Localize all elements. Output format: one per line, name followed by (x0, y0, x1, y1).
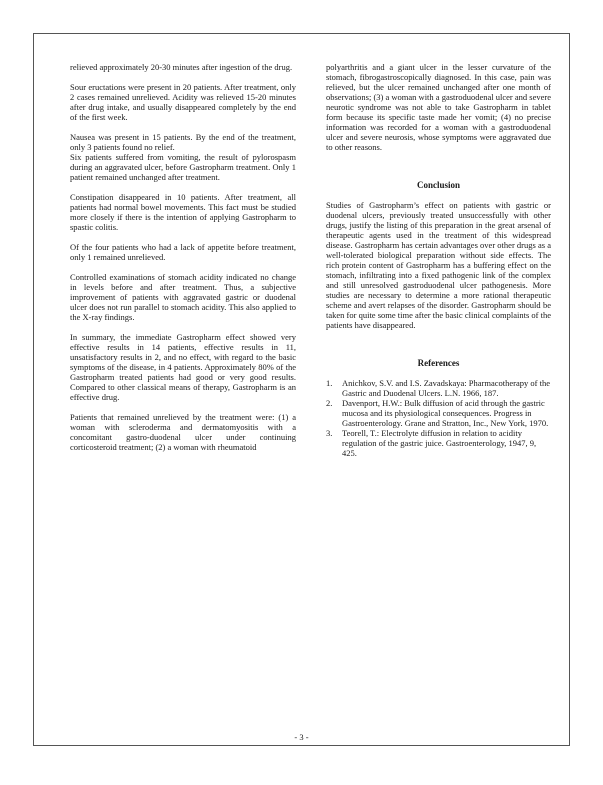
reference-number: 1. (326, 378, 333, 388)
conclusion-text: Studies of Gastropharm’s effect on patients with gastric or duodenal ulcers, previously treated unsuccessfully with other drugs, justify the listing of this preparation in the great arsenal of therapeutic agents used in the treatment of this widespread disease. Gastropharm has certain advantages over other drugs as a well-tolerated biological preparation without side effects. The rich protein content of Gastropharm has a buffering effect on the stomach, infiltrating into a fixed pathogenic link of the complex and still unresolved gastroduodenal ulcer pathogenesis. More studies are necessary to determine a more rational therapeutic scheme and avert relapses of the disorder. Gastropharm should be taken for quite some time after the basic clinical complaints of the patients have disappeared. (326, 200, 551, 330)
paragraph-summary: In summary, the immediate Gastropharm effect showed very effective results in 14 patients, effective results in 11, unsatisfactory results in 2, and no effect, with regard to the basic symptoms of the disease, in 4 patients. Approximately 80% of the Gastropharm treated patients had good or very good results. Compared to other classical means of therapy, Gastropharm is an effective drug. (70, 332, 296, 402)
page (33, 33, 570, 746)
paragraph-unrelieved-patients: Patients that remained unrelieved by the treatment were: (1) a woman with scleroderma and dermatomyositis with a concomitant gastro-duodenal ulcer under continuing corticosteroid treatment; (2) a woman with rheumatoid (70, 412, 296, 452)
paragraph-constipation: Constipation disappeared in 10 patients. After treatment, all patients had normal bowel movements. This fact must be studied more closely if there is the intention of applying Gastropharm to spastic colitis. (70, 192, 296, 232)
page-number: - 3 - (294, 732, 309, 742)
paragraph-nausea: Nausea was present in 15 patients. By the end of the treatment, only 3 patients found no relief. (70, 132, 296, 152)
paragraph-relief-time: relieved approximately 20-30 minutes after ingestion of the drug. (70, 62, 293, 72)
reference-number: 2. (326, 398, 333, 408)
right-column (326, 62, 551, 458)
conclusion-heading: Conclusion (416, 180, 460, 190)
reference-text: Teorell, T.: Electrolyte diffusion in relation to acidity regulation of the gastric juice. Gastroenterology, 1947, 9, 425. (342, 428, 537, 458)
reference-item (326, 378, 551, 398)
paragraph-vomiting: Six patients suffered from vomiting, the result of pylorospasm during an aggravated ulcer, before Gastropharm treatment. Only 1 patient remained unchanged after treatment. (70, 152, 296, 182)
paragraph-sour-eructations: Sour eructations were present in 20 patients. After treatment, only 2 cases remained unrelieved. Acidity was relieved 15-20 minutes after drug intake, and usually disappeared completely by the end of the first week. (70, 82, 296, 122)
reference-item (326, 398, 551, 428)
paragraph-continuation: polyarthritis and a giant ulcer in the lesser curvature of the stomach, fibrogastroscopically diagnosed. In this case, pain was relieved, but the ulcer remained unchanged after one month of observations; (3) a woman with a gastroduodenal ulcer and severe neurotic syndrome was not able to take Gastropharm in tablet form because its specific taste made her vomit; (4) no precise information was recorded for a woman with a gastroduodenal ulcer and severe neurosis, whose symptoms were aggravated due to other reasons. (326, 62, 551, 152)
references-list (326, 378, 551, 458)
paragraph-acidity-exams: Controlled examinations of stomach acidity indicated no change in levels before and after treatment. Thus, a subjective improvement of patients with aggravated gastric or duodenal ulcer does not run parallel to stomach acidity. This also applied to the X-ray findings. (70, 272, 296, 322)
reference-text: Davenport, H.W.: Bulk diffusion of acid through the gastric mucosa and its physiological consequences. Progress in Gastroenterology. Grane and Stratton, Inc., New York, 1970. (342, 398, 549, 428)
reference-text: Anichkov, S.V. and I.S. Zavadskaya: Pharmacotherapy of the Gastric and Duodenal Ulcers. L.N. 1966, 187. (342, 378, 550, 398)
reference-number: 3. (326, 428, 333, 438)
paragraph-appetite: Of the four patients who had a lack of appetite before treatment, only 1 remained unrelieved. (70, 242, 296, 262)
references-heading: References (417, 358, 460, 368)
left-column (70, 62, 296, 462)
reference-item (326, 428, 551, 458)
